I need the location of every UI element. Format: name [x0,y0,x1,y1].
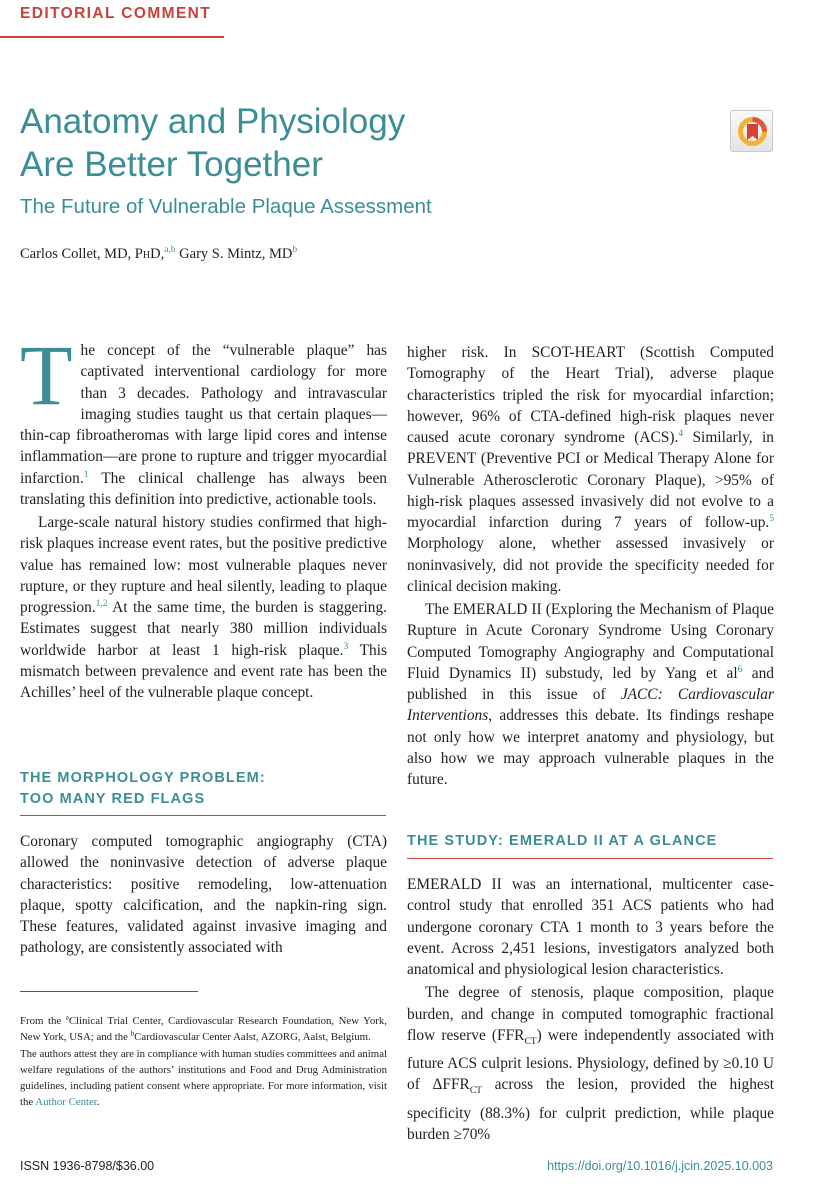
right-column-lower [407,874,774,1145]
body-paragraph: Large-scale natural history studies confirmed that high-risk plaques increase event rates, but the positive predictive value has remained low: most vulnerable plaques never rupture, or they rupture and heal silently, leading to plaque progression.$^{1,2}$ At the same time, the burden is staggering. Estimates suggest that nearly 380 million individuals worldwide harbor at least 1 high-risk plaque.$^3$ This mismatch between prevalence and event rate has been the Achilles’ heel of the vulnerable plaque concept. [20,514,387,701]
citation-ref[interactable]: 1 [83,469,89,480]
heading-rule [20,815,386,816]
right-column [407,342,774,790]
crossmark-button[interactable] [730,110,773,152]
drop-cap: T [20,327,73,423]
doi-link[interactable]: https://doi.org/10.1016/j.jcin.2025.10.003 [547,1159,773,1173]
article-subtitle: The Future of Vulnerable Plaque Assessment [20,195,432,218]
article-title [20,100,405,186]
author-1: Carlos Collet, MD, PhD, [20,246,165,262]
issn: ISSN 1936-8798/$36.00 [20,1159,155,1173]
intro-paragraph: The concept of the “vulnerable plaque” has captivated interventional cardiology for more than 3 decades. Pathology and intravascular imaging studies taught us that certain plaques—thin-cap fibroatheromas with large lipid cores and intense inflammation—are prone to rupture and trigger myocardial infarction.$^1$ The clinical challenge has always been translating this definition into predictive, actionable tools. [20,327,387,508]
section-label: EDITORIAL COMMENT [20,5,212,22]
author-1-affiliation[interactable]: a,b [164,245,176,256]
citation-ref[interactable]: 6 [737,664,743,675]
body-paragraph: The degree of stenosis, plaque composition, plaque burden, and change in computed tomographic fractional flow reserve $(FFR_{CT})$ were independently associated with future ACS culprit lesions. Physiology, defined by ≥0.10 U of $\Delta FFR_{CT}$ across the lesion, provided the highest specificity (88.3%) for culprit prediction, while plaque burden ≥70% [407,984,774,1143]
title-line-1: Anatomy and Physiology [20,102,406,141]
author-center-link[interactable]: Author Center [35,1096,97,1109]
author-list [20,246,297,263]
citation-ref[interactable]: 5 [769,513,774,524]
section-heading-study: THE STUDY: EMERALD II AT A GLANCE [407,833,718,849]
citation-ref[interactable]: 1,2 [95,598,108,609]
section-heading-morphology: THE MORPHOLOGY PROBLEM: TOO MANY RED FLAGS [20,770,266,807]
heading-rule [407,858,773,859]
left-column-lower [20,831,387,959]
footnote [20,1013,387,1111]
author-2-affiliation[interactable]: b [292,245,298,256]
body-paragraph: higher risk. In SCOT-HEART (Scottish Computed Tomography of the Heart Trial), adverse plaque characteristics tripled the risk for myocardial infarction; however, 96% of CTA-defined high-risk plaques never caused acute coronary syndrome (ACS).$^4$ Similarly, in PREVENT (Preventive PCI or Medical Therapy Alone for Vulnerable Atherosclerotic Coronary Plaque), >95% of high-risk plaques assessed invasively did not evolve to a myocardial infarction during 7 years of follow-up.$^5$ Morphology alone, whether assessed invasively or noninvasively, did not provide the specificity needed for clinical decision making. [407,344,774,595]
body-paragraph: The EMERALD II (Exploring the Mechanism of Plaque Rupture in Acute Coronary Syndrome Using Coronary Computed Tomography Angiography and Computational Fluid Dynamics II) substudy, led by Yang et al$^6$ and published in this issue of JACC: Cardiovascular Interventions, addresses this debate. Its findings reshape not only how we interpret anatomy and physiology, but also how we may approach vulnerable plaques in the future. [407,601,774,788]
citation-ref[interactable]: 3 [343,641,349,652]
title-line-2: Are Better Together [20,145,323,184]
left-column [20,327,387,703]
affiliations: From the $^a$Clinical Trial Center, Cardiovascular Research Foundation, New York, New York, USA; and the $^b$Cardiovascular Center Aalst, AZORG, Aalst, Belgium. [20,1013,387,1044]
compliance-statement: The authors attest they are in compliance with human studies committees and animal welfare regulations of the authors’ institutions and Food and Drug Administration guidelines, including patient consent where appropriate. For more information, visit the Author Center. [20,1047,387,1109]
body-paragraph: EMERALD II was an international, multicenter case-control study that enrolled 351 ACS patients who had undergone coronary CTA 1 month to 3 years before the event. Across 2,451 lesions, investigators analyzed both anatomical and physiological lesion characteristics. [407,876,774,978]
footnote-rule [20,991,198,992]
section-divider [0,36,224,38]
journal-name: JACC: Cardiovascular Interventions [407,686,774,725]
author-2: Gary S. Mintz, MD [179,246,293,262]
citation-ref[interactable]: 4 [678,428,684,439]
crossmark-icon [731,111,774,153]
body-paragraph: Coronary computed tomographic angiography (CTA) allowed the noninvasive detection of adverse plaque characteristics: positive remodeling, low-attenuation plaque, spotty calcification, and the napkin-ring sign. These features, validated against invasive imaging and pathology, are consistently associated with [20,833,387,957]
